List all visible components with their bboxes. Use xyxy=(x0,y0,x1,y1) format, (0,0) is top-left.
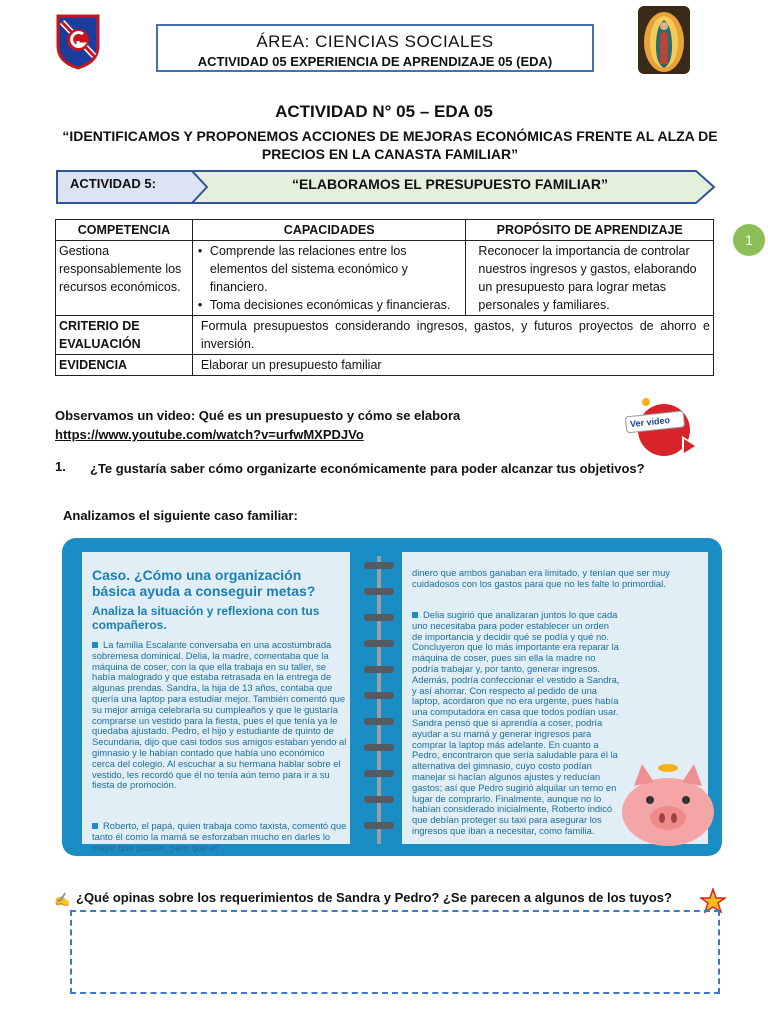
piggy-bank-icon xyxy=(612,760,722,850)
virgin-image xyxy=(638,6,690,74)
page-badge: 1 xyxy=(733,224,765,256)
header-competencia: COMPETENCIA xyxy=(56,220,193,241)
question1-number: 1. xyxy=(55,459,66,474)
cell-competencia: Gestiona responsablemente los recursos económicos. xyxy=(56,241,193,316)
criterio-label: CRITERIO DE EVALUACIÓN xyxy=(56,316,193,355)
case-subtitle: Analiza la situación y reflexiona con tus compañeros. xyxy=(92,604,320,632)
competency-table xyxy=(55,219,714,376)
bullet-square xyxy=(412,612,418,618)
question1-text: ¿Te gustaría saber cómo organizarte económicamente para poder alcanzar tus objetivos? xyxy=(90,461,645,476)
case-paragraph-1: La familia Escalante conversaba en una acostumbrada sobremesa dominical. Delia, la madre, comentaba que la máquina de coser, con la que ella trabaja en su taller, se había malogrado y que estaba retrasada en la entrega de algunas prendas. Sandra, la hija de 13 años, contaba que quería una laptop para estudiar mejor. También comentó que su mejor amiga celebraría su cumpleaños y que le gustaría comprarse un vestido para la fiesta, pues el que tenía ya le quedaba ajustado. Pedro, el hijo y estudiante de quinto de Secundaria, dijo que casi todos sus amigos estaban yendo al gimnasio y le habían contado que había uno económico cerca del colegio. Al escuchar a su hermana hablar sobre el vestido, les recordó que él no tenía aún terno para ir a su fiesta de promoción. xyxy=(92,639,347,791)
evidencia-label: EVIDENCIA xyxy=(56,355,193,376)
video-text: Observamos un video: Qué es un presupuesto y cómo se elabora xyxy=(55,408,461,423)
pointing-hand-icon: ✍ xyxy=(54,892,71,907)
evidencia-text: Elaborar un presupuesto familiar xyxy=(192,355,713,376)
case-paragraph-2: Roberto, el papá, quien trabaja como taxista, comentó que tanto él como la mamá se esforzaban mucho en darles lo mejor que podían, pero que el xyxy=(92,820,347,853)
ver-video-button[interactable] xyxy=(624,396,700,460)
capacidad-item: • Toma decisiones económicas y financieras. xyxy=(196,296,463,314)
case-paragraph-3: dinero que ambos ganaban era limitado, y tenían que ser muy cuidadosos con los gastos para que no les falte lo primordial. xyxy=(412,567,670,589)
area-title: ÁREA: CIENCIAS SOCIALES xyxy=(256,32,494,51)
notebook-spiral xyxy=(362,556,396,844)
page-title: ACTIVIDAD N° 05 – EDA 05 xyxy=(275,102,493,121)
question2-text: ¿Qué opinas sobre los requerimientos de Sandra y Pedro? ¿Se parecen a algunos de los tuyos? xyxy=(76,890,672,905)
capacidad-item: • Comprende las relaciones entre los elementos del sistema económico y financiero. xyxy=(196,242,463,296)
criterio-text: Formula presupuestos considerando ingresos, gastos, y futuros proyectos de ahorro e inversión. xyxy=(192,316,713,355)
page-subtitle: “IDENTIFICAMOS Y PROPONEMOS ACCIONES DE MEJORAS ECONÓMICAS FRENTE AL ALZA DE PRECIOS EN LA CANASTA FAMILIAR” xyxy=(62,128,718,162)
header-capacidades: CAPACIDADES xyxy=(192,220,466,241)
answer-box[interactable] xyxy=(70,910,720,994)
school-logo xyxy=(54,12,102,70)
video-section xyxy=(55,406,460,444)
activity-header: ACTIVIDAD 05 EXPERIENCIA DE APRENDIZAJE 05 (EDA) xyxy=(197,54,553,69)
case-title: Caso. ¿Cómo una organización básica ayuda a conseguir metas? xyxy=(92,567,316,599)
cell-proposito: Reconocer la importancia de controlar nuestros ingresos y gastos, elaborando un presupuesto para lograr metas personales y familiares. xyxy=(466,241,714,316)
cell-capacidades xyxy=(192,241,466,316)
bullet-square xyxy=(92,642,98,648)
banner-label: ACTIVIDAD 5: xyxy=(70,176,156,191)
header-box xyxy=(156,24,594,72)
header-proposito: PROPÓSITO DE APRENDIZAJE xyxy=(466,220,714,241)
analyze-heading: Analizamos el siguiente caso familiar: xyxy=(63,508,298,523)
video-link[interactable]: https://www.youtube.com/watch?v=urfwMXPDJVo xyxy=(55,427,364,442)
ver-video-label: Ver video xyxy=(629,414,671,430)
bullet-square xyxy=(92,823,98,829)
case-paragraph-4: Delia sugirió que analizaran juntos lo que cada uno necesitaba para poder establecer un orden de importancia y decidir qué se podía y qué no. Concluyeron que lo más importante era reparar la máquina de coser, pues sin ella la madre no podría trabajar y, por tanto, generar ingresos. Además, podría confeccionar el vestido a Sandra, y así ahorrar. Con respecto al pedido de una laptop, acordaron que no era urgente, pues había una computadora en casa que todos podían usar. Sandra pensó que si aprendía a coser, podría ayudar a su mamá y generar ingresos para comprar la laptop más adelante. En cuanto a Pedro, encontraron que sería saludable para él la alternativa del gimnasio, cuyo costo podían manejar si hacían algunos ajustes y reducían gastos; así que Pedro sugirió alquilar un terno en lugar de comprarlo. Finalmente, aunque no lo habían considerado inicialmente, Roberto indicó que debían proteger su taxi para asegurar los ingresos que iban a necesitar, como familia. xyxy=(412,609,620,836)
banner-title: “ELABORAMOS EL PRESUPUESTO FAMILIAR” xyxy=(291,176,609,192)
